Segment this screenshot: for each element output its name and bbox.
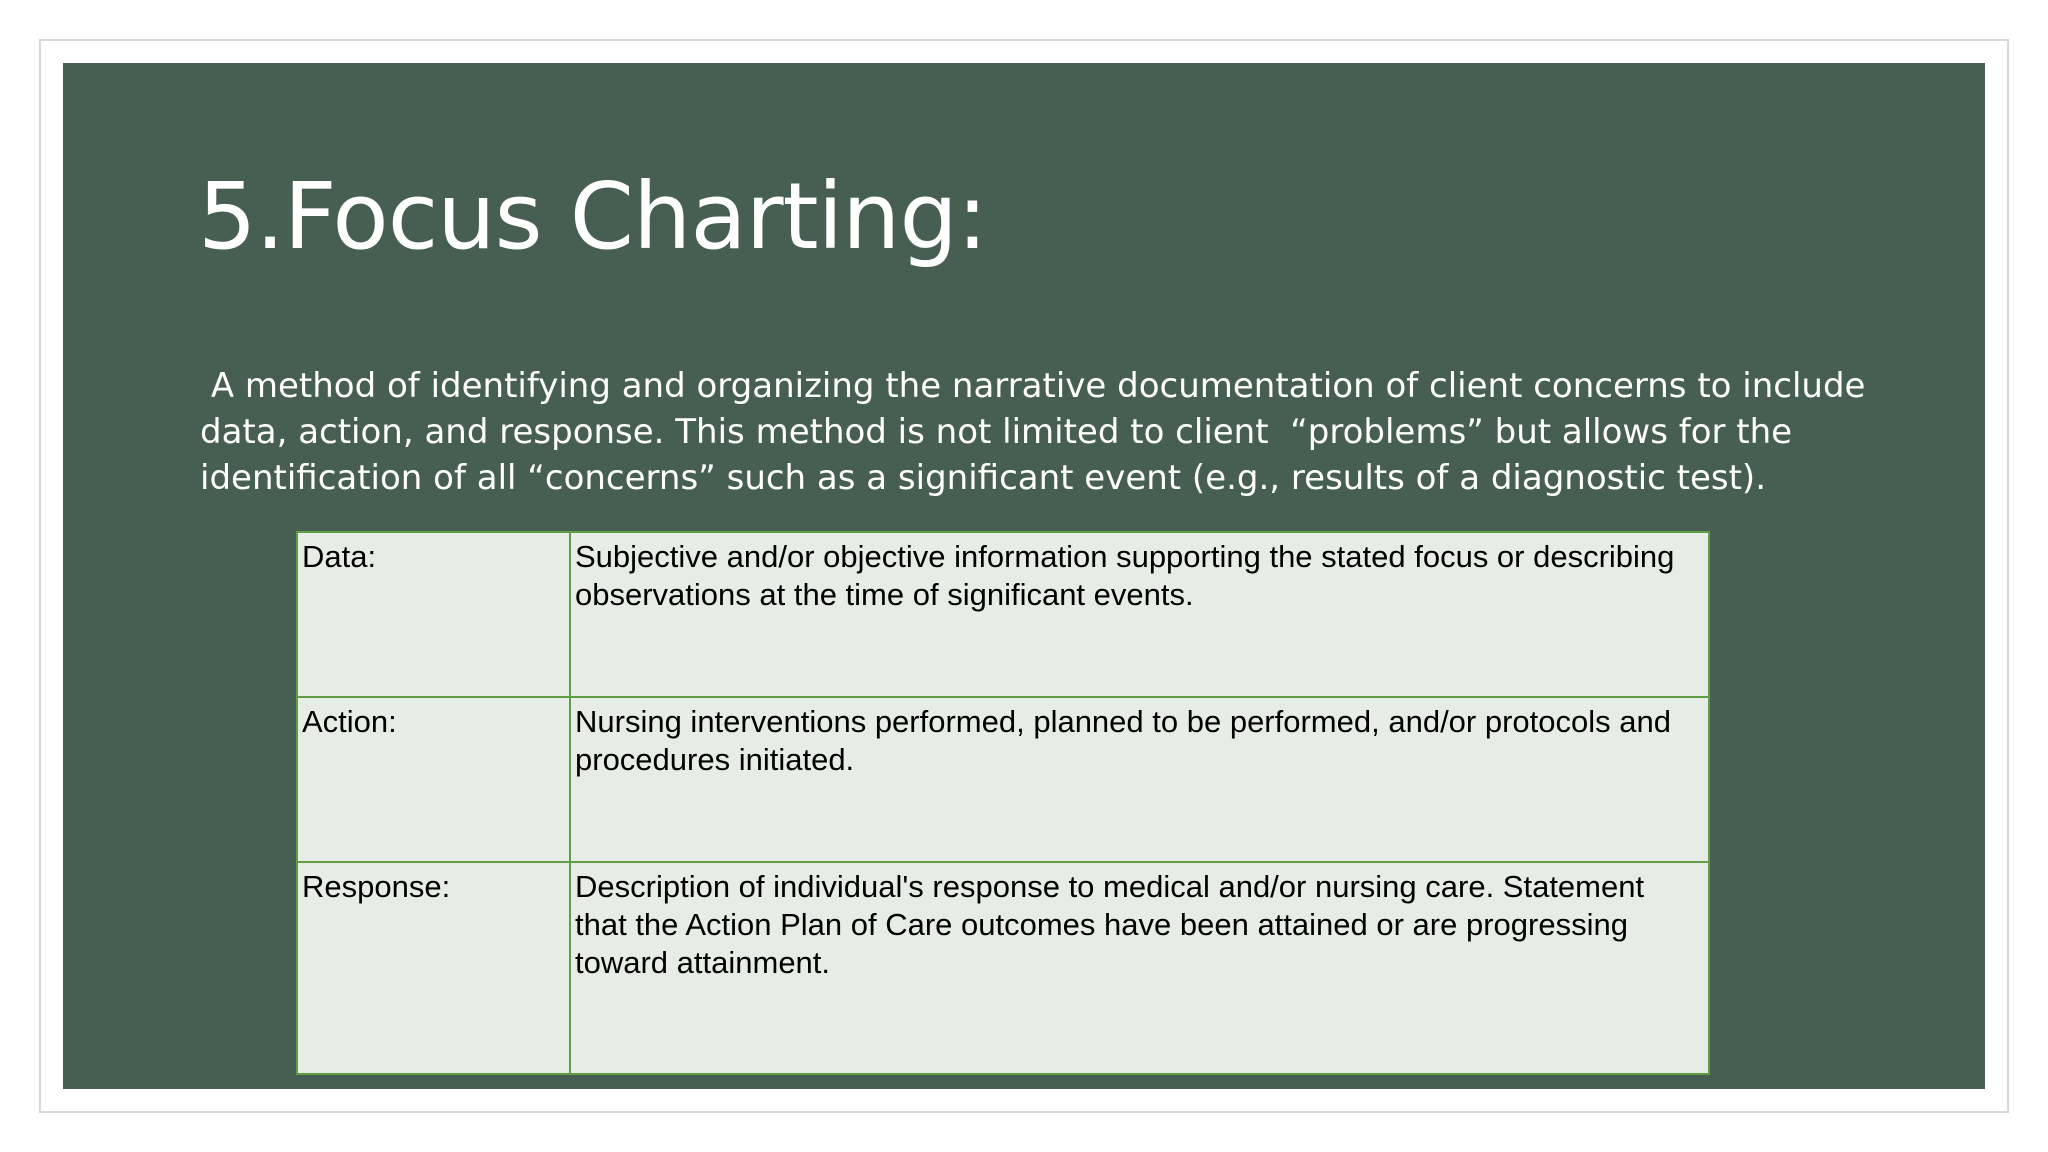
table-cell-label: Response: bbox=[297, 862, 570, 1074]
table-cell-label: Data: bbox=[297, 532, 570, 697]
table-cell-text: Description of individual's response to medical and/or nursing care. Statement that the Action Plan of Care outcomes have been attained or are progressing toward attainment. bbox=[570, 862, 1709, 1074]
table-row-action bbox=[297, 697, 1709, 862]
slide-title: 5.Focus Charting: bbox=[198, 163, 987, 270]
table-cell-label: Action: bbox=[297, 697, 570, 862]
table-row-data bbox=[297, 532, 1709, 697]
table-row-response bbox=[297, 862, 1709, 1074]
slide bbox=[63, 63, 1985, 1089]
focus-charting-table bbox=[296, 531, 1710, 1075]
table-cell-text: Nursing interventions performed, planned to be performed, and/or protocols and procedures initiated. bbox=[570, 697, 1709, 862]
table-cell-text: Subjective and/or objective information supporting the stated focus or describing observations at the time of significant events. bbox=[570, 532, 1709, 697]
slide-description: A method of identifying and organizing the narrative documentation of client concerns to include data, action, and response. This method is not limited to client “problems” but allows for the identification of all “concerns” such as a significant event (e.g., results of a diagnostic test). bbox=[200, 366, 1877, 498]
